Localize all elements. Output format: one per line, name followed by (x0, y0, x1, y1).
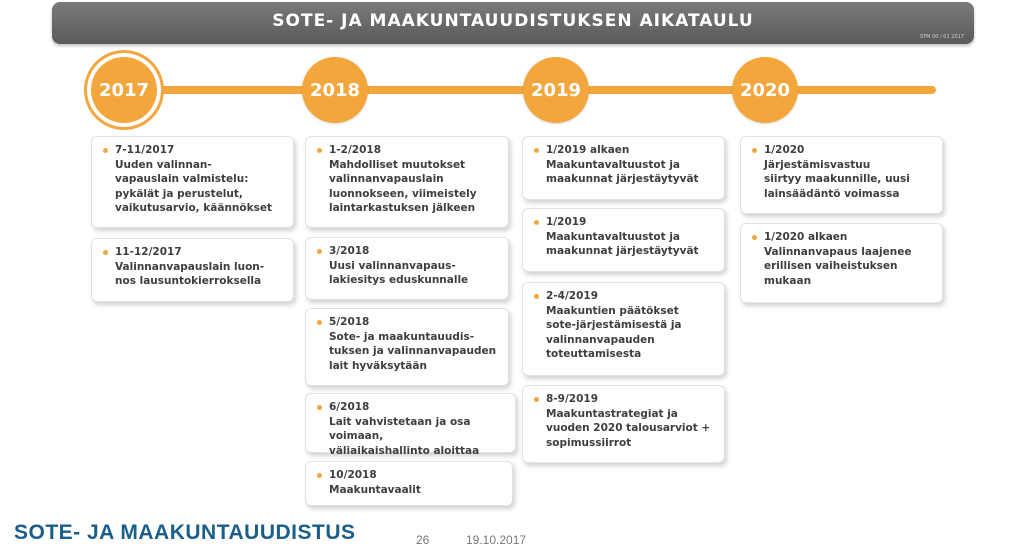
card-text: 6/2018 Lait vahvistetaan ja osa voimaan, väliaikaishallinto aloittaa (329, 401, 480, 457)
page-number: 26 (416, 533, 430, 547)
bullet-icon (317, 320, 322, 325)
bullet-icon (752, 148, 757, 153)
card-text: 2-4/2019 Maakuntien päätökset sote-järjestämisestä ja valinnanvapauden toteuttamisesta (546, 290, 682, 360)
bullet-icon (752, 235, 757, 240)
year-marker-2018: 2018 (302, 57, 368, 123)
timeline-card-2018-3 (305, 308, 509, 386)
year-marker-2020: 2020 (732, 57, 798, 123)
card-text: 1/2019 alkaen Maakuntavaltuustot ja maakunnat järjestäytyvät (546, 144, 699, 185)
footer-date: 19.10.2017 (466, 533, 527, 547)
card-text: 11-12/2017 Valinnanvapauslain luon- nos lausuntokierroksella (115, 246, 265, 287)
card-text: 1/2020 alkaen Valinnanvapaus laajenee erillisen vaiheistuksen mukaan (764, 231, 912, 287)
footer-brand: SOTE- JA MAAKUNTAUUDISTUS (14, 521, 356, 544)
bullet-icon (534, 220, 539, 225)
timeline-card-2019-2 (522, 208, 725, 272)
timeline-card-2018-4 (305, 393, 516, 457)
timeline-card-2018-1 (305, 136, 509, 228)
card-text: 1/2020 Järjestämisvastuu siirtyy maakunnille, uusi lainsäädäntö voimassa (764, 144, 910, 200)
timeline-card-2018-2 (305, 237, 509, 300)
card-text: 10/2018 Maakuntavaalit (329, 469, 421, 496)
bullet-icon (317, 148, 322, 153)
title-bar (52, 2, 974, 44)
card-text: 3/2018 Uusi valinnanvapaus- lakiesitys eduskunnalle (329, 245, 469, 286)
bullet-icon (534, 294, 539, 299)
year-marker-2017: 2017 (91, 57, 157, 123)
timeline-card-2020-1 (740, 136, 943, 214)
timeline-card-2020-2 (740, 223, 943, 303)
timeline-card-2019-3 (522, 282, 725, 376)
year-marker-2019: 2019 (523, 57, 589, 123)
bullet-icon (317, 249, 322, 254)
bullet-icon (534, 148, 539, 153)
timeline-card-2017-2 (91, 238, 294, 302)
timeline-card-2019-4 (522, 385, 725, 463)
bullet-icon (103, 250, 108, 255)
card-text: 7-11/2017 Uuden valinnan- vapauslain valmistelu: pykälät ja perustelut, vaikutusarvio, käännökset (115, 144, 272, 214)
bullet-icon (103, 148, 108, 153)
timeline-card-2017-1 (91, 136, 294, 228)
timeline-card-2019-1 (522, 136, 725, 200)
bullet-icon (317, 405, 322, 410)
timeline-line (100, 86, 936, 94)
card-text: 1-2/2018 Mahdolliset muutokset valinnanvapauslain luonnokseen, viimeistely laintarkastuksen jälkeen (329, 144, 477, 214)
page-title: SOTE- JA MAAKUNTAUUDISTUKSEN AIKATAULU (272, 11, 754, 31)
card-text: 8-9/2019 Maakuntastrategiat ja vuoden 2020 talousarviot + sopimussiirrot (546, 393, 711, 449)
bullet-icon (534, 397, 539, 402)
card-text: 1/2019 Maakuntavaltuustot ja maakunnat järjestäytyvät (546, 216, 699, 257)
card-text: 5/2018 Sote- ja maakuntauudis- tuksen ja valinnanvapauden lait hyväksytään (329, 316, 497, 372)
title-reference: STM 00 / 01 2017 (919, 34, 964, 40)
timeline-card-2018-5 (305, 461, 513, 506)
bullet-icon (317, 473, 322, 478)
